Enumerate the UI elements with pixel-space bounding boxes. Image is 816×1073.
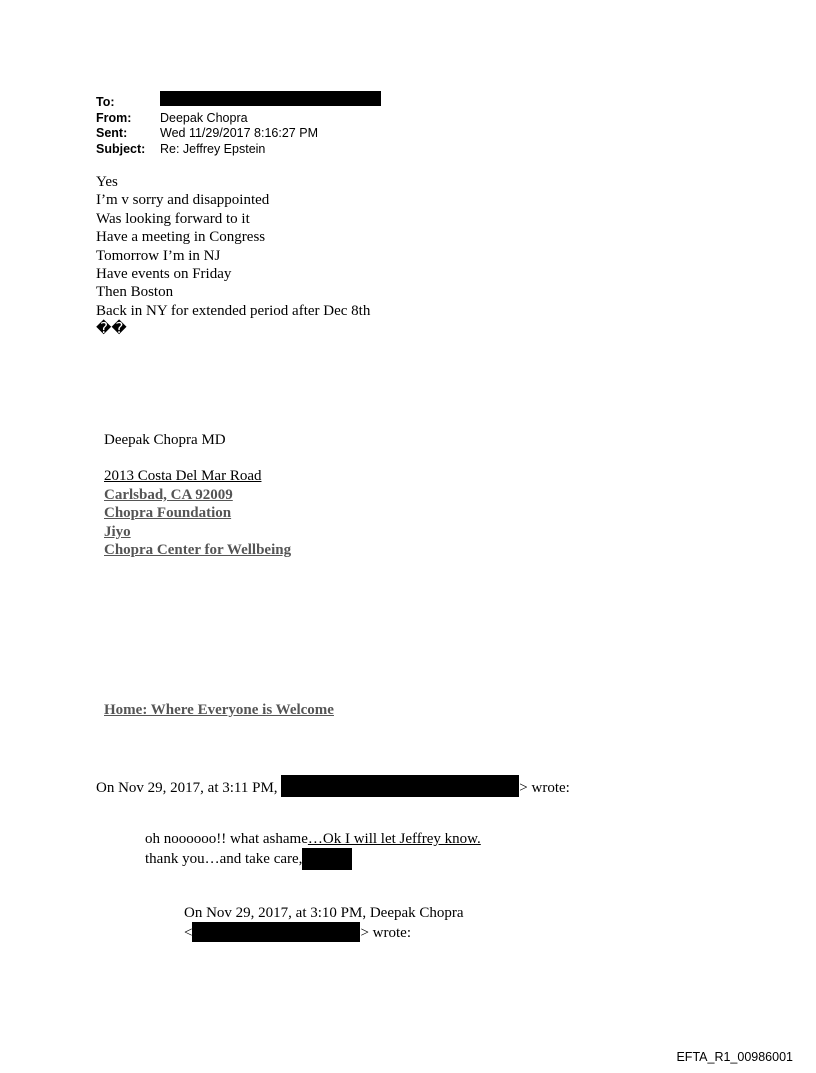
body-line: ��	[96, 321, 127, 338]
signature-name: Deepak Chopra MD	[104, 432, 226, 448]
quote-2-line-2: thank you…and take care,	[145, 851, 303, 868]
sent-label: Sent:	[96, 126, 128, 140]
quote-header-1	[96, 775, 570, 797]
quote-3-suffix: > wrote:	[360, 925, 411, 942]
document-id: EFTA_R1_00986001	[676, 1050, 793, 1064]
quote-2-line-b: …Ok I will let Jeffrey know.	[307, 831, 481, 847]
from-value: Deepak Chopra	[160, 110, 248, 125]
redaction-bar	[302, 848, 352, 870]
from-label: From:	[96, 110, 132, 125]
body-line: Then Boston	[96, 284, 174, 301]
signature-block	[104, 431, 291, 559]
redaction-bar	[192, 922, 360, 942]
body-line: Have a meeting in Congress	[96, 229, 266, 246]
subject-value: Re: Jeffrey Epstein	[160, 141, 266, 156]
body-line: I’m v sorry and disappointed	[96, 192, 270, 209]
body-line: Have events on Friday	[96, 266, 232, 283]
to-label: To:	[96, 95, 115, 109]
city-link[interactable]: Carlsbad, CA 92009	[104, 486, 233, 503]
quote-3-prefix: <	[184, 925, 193, 942]
quote-2-line-a: oh noooooo!! what ashame	[145, 831, 308, 847]
quoted-reply	[145, 830, 481, 870]
quote-1-prefix: On Nov 29, 2017, at 3:11 PM,	[96, 780, 278, 796]
quote-header-2	[184, 904, 464, 943]
redaction-bar	[281, 775, 519, 797]
address-link[interactable]: 2013 Costa Del Mar Road	[104, 468, 262, 485]
sent-row	[96, 126, 381, 142]
body-line: Yes	[96, 174, 118, 190]
body-line: Tomorrow I’m in NJ	[96, 247, 221, 264]
quote-3-line-1: On Nov 29, 2017, at 3:10 PM, Deepak Chopra	[184, 905, 464, 921]
to-row	[96, 95, 381, 111]
subject-row	[96, 142, 381, 158]
foundation-link[interactable]: Chopra Foundation	[104, 505, 232, 522]
email-header	[96, 95, 381, 157]
redaction-bar	[160, 91, 381, 106]
body-line: Was looking forward to it	[96, 210, 250, 227]
body-line: Back in NY for extended period after Dec 8th	[96, 302, 371, 319]
home-link[interactable]: Home: Where Everyone is Welcome	[104, 702, 334, 718]
jiyo-link[interactable]: Jiyo	[104, 523, 131, 540]
quote-1-suffix: > wrote:	[519, 780, 570, 796]
center-link[interactable]: Chopra Center for Wellbeing	[104, 542, 292, 559]
subject-label: Subject:	[96, 141, 146, 156]
email-body	[96, 173, 370, 339]
sent-value: Wed 11/29/2017 8:16:27 PM	[160, 126, 318, 140]
from-row	[96, 111, 381, 127]
